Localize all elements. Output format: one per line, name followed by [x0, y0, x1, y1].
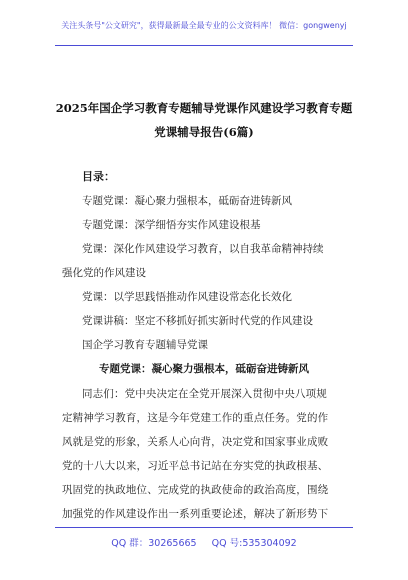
toc-item[interactable]: 党课：以学思践悟推动作风建设常态化长效化 [82, 291, 292, 303]
toc-item[interactable]: 专题党课：深学细悟夯实作风建设根基 [82, 219, 261, 231]
body-paragraph-line: 党的十八大以来，习近平总书记站在夯实党的执政根基、 [62, 460, 329, 472]
section-title: 专题党课：凝心聚力强根本，砥砺奋进铸新风 [99, 363, 309, 375]
toc-item[interactable]: 党课：深化作风建设学习教育，以自我革命精神持续 [82, 243, 324, 255]
header-banner: 关注头条号"公文研究"，获得最新最全最专业的公文资料库！ 微信：gongwenyj [61, 21, 347, 30]
footer-qq-group: QQ 群：30265665 [111, 538, 197, 549]
document-title-line-2: 党课辅导报告(6篇) [154, 125, 254, 139]
toc-heading: 目录： [82, 170, 115, 183]
toc-item[interactable]: 党课讲稿：坚定不移抓好抓实新时代党的作风建设 [82, 315, 313, 327]
document-title-line-1: 2025年国企学习教育专题辅导党课作风建设学习教育专题 [55, 101, 353, 115]
footer-qq-number: QQ 号:535304092 [211, 538, 297, 549]
footer-divider [55, 527, 353, 528]
toc-item[interactable]: 国企学习教育专题辅导党课 [82, 339, 208, 351]
footer-contact [0, 535, 408, 549]
body-paragraph-line: 巩固党的执政地位、完成党的执政使命的政治高度，围绕 [62, 484, 329, 496]
body-paragraph-line: 定精神学习教育，这是今年党建工作的重点任务。党的作 [62, 412, 329, 424]
toc-item-continuation[interactable]: 强化党的作风建设 [62, 267, 146, 279]
body-paragraph-line: 同志们：党中央决定在全党开展深入贯彻中央八项规 [82, 388, 327, 400]
header-divider [55, 45, 353, 46]
toc-item[interactable]: 专题党课：凝心聚力强根本，砥砺奋进铸新风 [82, 195, 292, 207]
body-paragraph-line: 风就是党的形象，关系人心向背，决定党和国家事业成败 [62, 436, 329, 448]
body-paragraph-line: 加强党的作风建设作出一系列重要论述，解决了新形势下 [62, 508, 329, 520]
